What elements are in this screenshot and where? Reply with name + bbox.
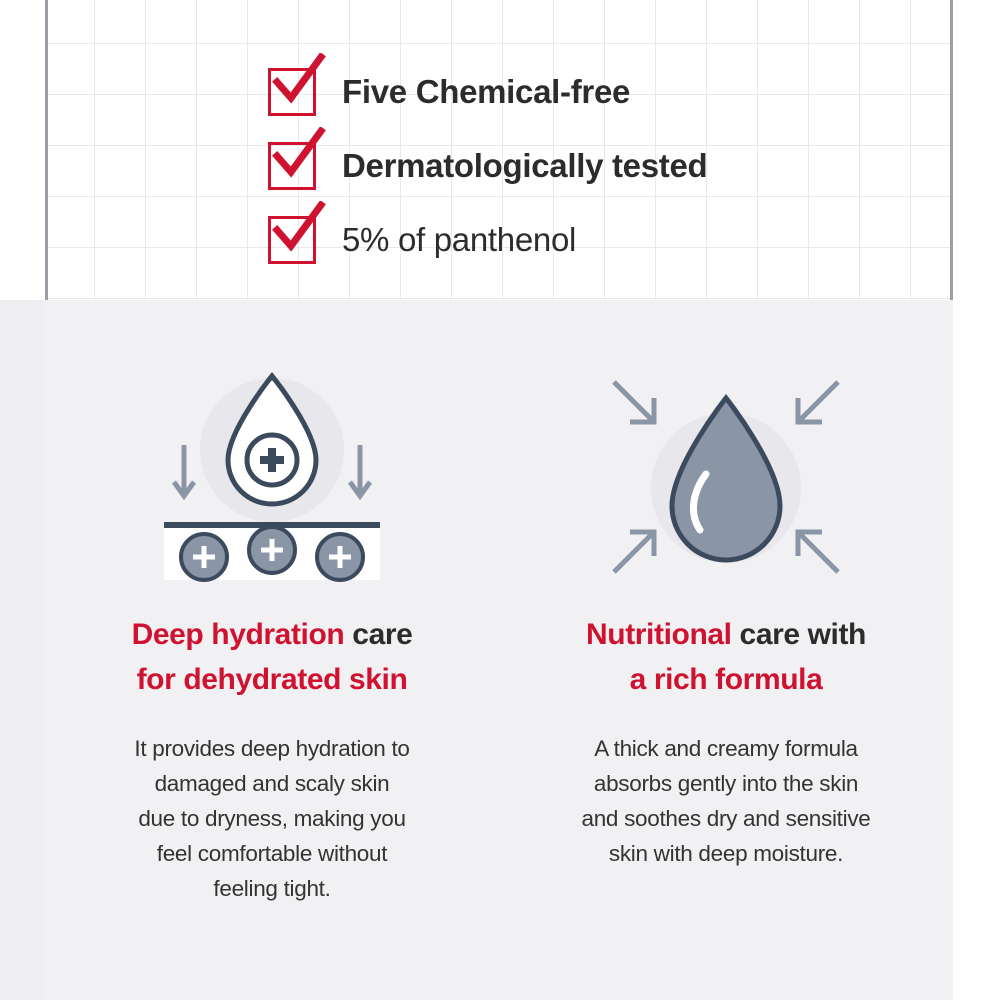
card-title-rest: care [344,618,413,651]
card-body-line: due to dryness, making you [138,805,406,831]
hydration-absorption-icon [142,360,402,590]
checklist-label-2: Dermatologically tested [342,147,708,184]
card-body-line: damaged and scaly skin [154,770,390,796]
right-margin-rule [950,0,953,300]
checklist-label-3: 5% of panthenol [342,221,577,258]
card-title [586,612,866,702]
checklist-label-1: Five Chemical-free [342,73,631,110]
list-item [268,55,908,129]
nourishing-droplet-illustration [596,360,856,590]
check-icon [269,53,327,111]
nourishing-droplet-icon [596,360,856,590]
card-body-line: It provides deep hydration to [134,736,410,761]
checkbox-checked [268,142,316,190]
benefit-card-nutrition [499,300,953,1000]
hydration-absorption-illustration [142,360,402,590]
list-item [268,203,908,277]
list-item [268,129,908,203]
card-body [134,732,409,906]
checkbox-checked [268,68,316,116]
card-body-line: and soothes dry and sensitive [581,805,871,831]
check-icon [269,201,327,259]
checkbox-checked [268,216,316,264]
card-title-rest: care with [731,618,866,651]
benefit-cards [45,300,953,1000]
benefit-card-hydration [45,300,499,1000]
card-title-line2: for dehydrated skin [136,663,408,696]
card-title-accent: Nutritional [586,618,732,651]
check-icon [269,127,327,185]
left-margin-rule [45,0,48,300]
card-title-line2: a rich formula [629,663,823,696]
checklist-section [0,0,1000,300]
card-body [582,732,871,872]
card-body-line: feel comfortable without [156,840,388,866]
left-gutter [0,300,45,1000]
card-body-line: absorbs gently into the skin [593,770,859,796]
card-title-accent: Deep hydration [131,618,345,651]
checklist [268,55,908,277]
card-body-line: feeling tight. [213,875,331,901]
card-body-line: A thick and creamy formula [594,736,858,761]
right-gutter [953,300,1000,1000]
card-body-line: skin with deep moisture. [608,840,844,866]
card-title [132,612,413,702]
